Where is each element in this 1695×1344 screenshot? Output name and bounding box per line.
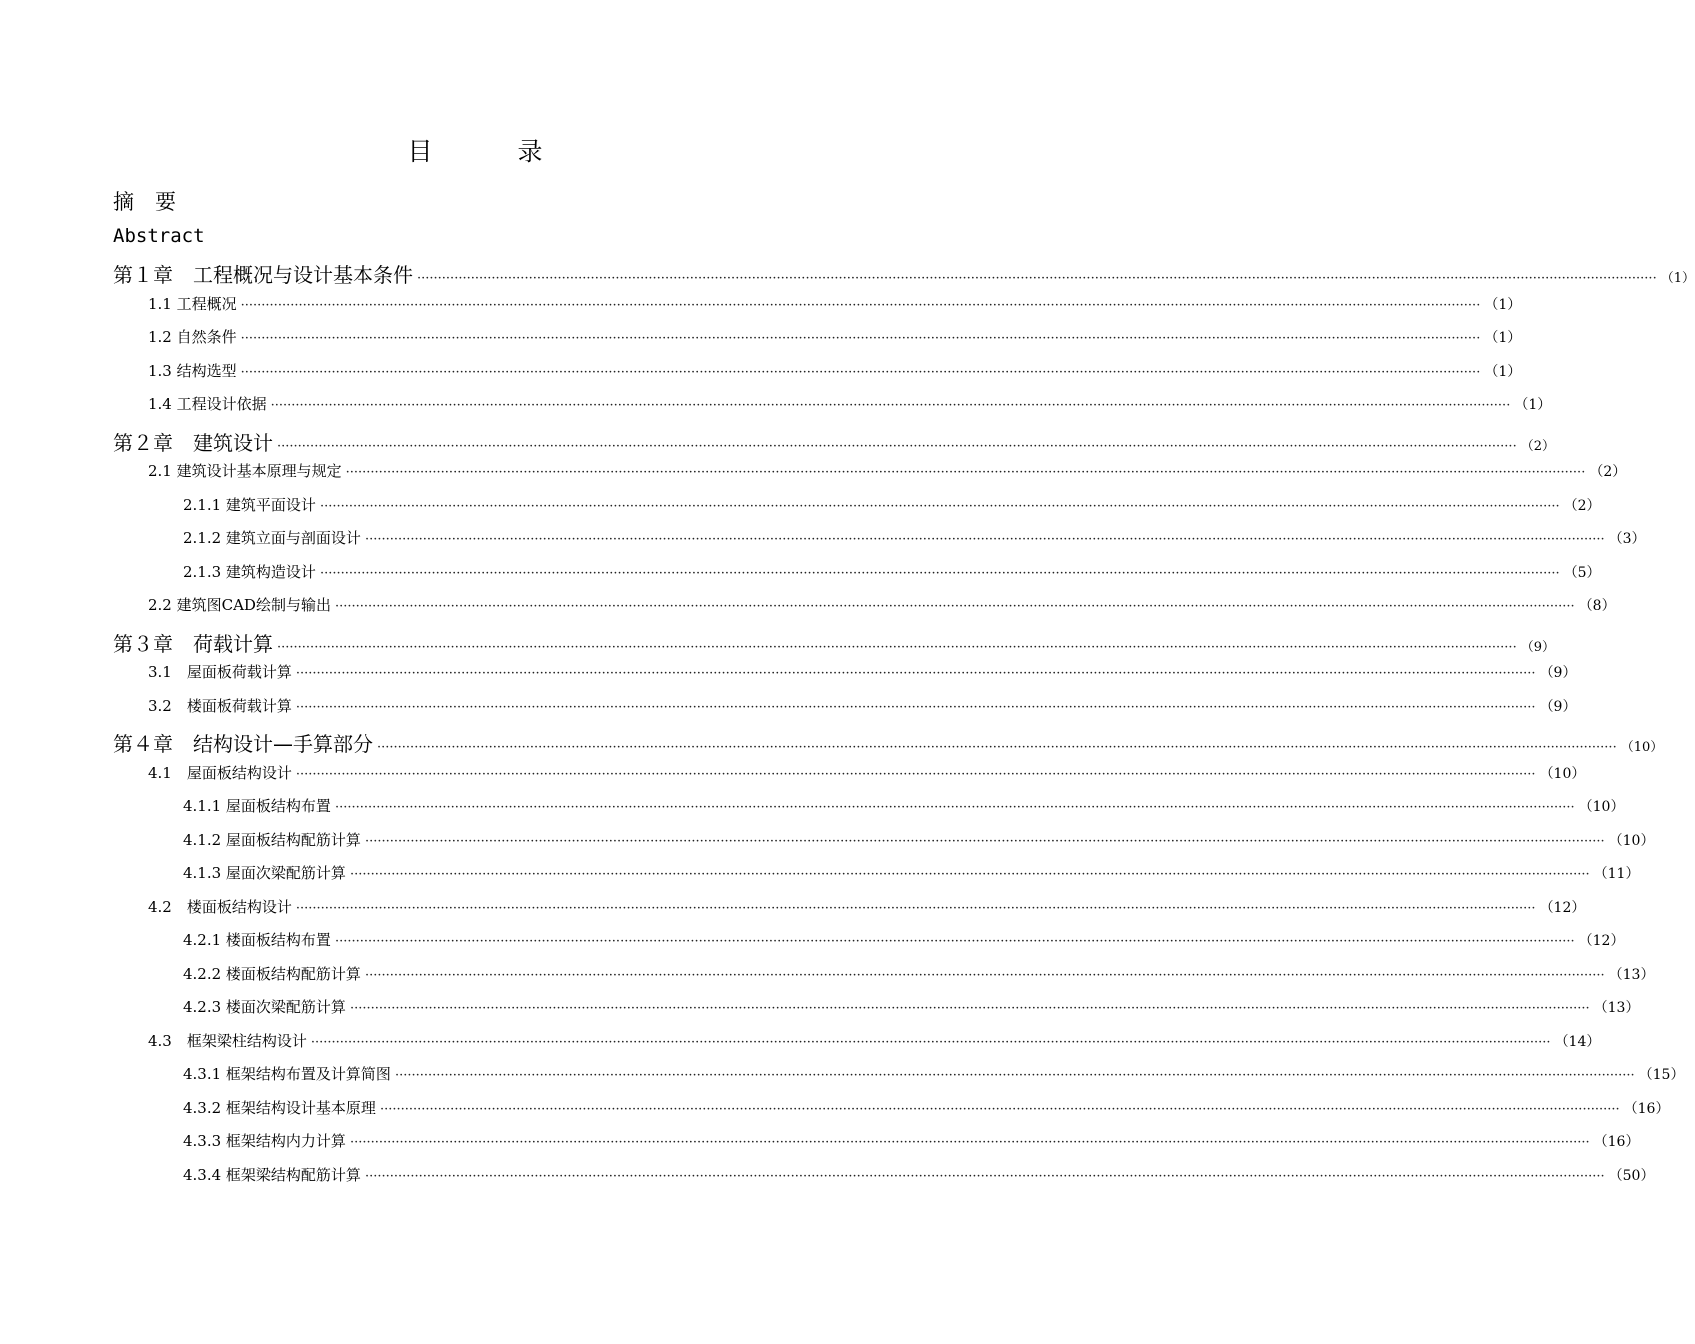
abstract-en-heading: Abstract xyxy=(113,225,205,247)
toc-leader-dots: ············································································································································································································································································································ xyxy=(349,1135,1590,1150)
toc-entry-label: 2.1.1 建筑平面设计 xyxy=(183,495,316,514)
toc-entry[interactable] xyxy=(148,393,1552,414)
toc-entry-label: 4.2.3 楼面次梁配筋计算 xyxy=(183,998,346,1016)
toc-leader-dots: ············································································································································································································································································································ xyxy=(334,934,1575,949)
toc-leader-dots: ············································································································································································································································································································ xyxy=(334,599,1575,614)
toc-entry-page: （12） xyxy=(1578,933,1625,949)
toc-entry-page: （1） xyxy=(1514,397,1552,413)
toc-entry[interactable] xyxy=(148,762,1586,783)
toc-entry[interactable] xyxy=(183,1097,1670,1118)
toc-leader-dots: ············································································································································································································································································································ xyxy=(240,364,1481,380)
toc-leader-dots: ············································································································································································································································································································ xyxy=(277,438,1517,454)
toc-leader-dots: ············································································································································································································································································································ xyxy=(319,565,1560,581)
toc-entry[interactable] xyxy=(148,594,1616,615)
toc-leader-dots: ············································································································································································································································································································ xyxy=(295,766,1536,782)
toc-entry-label: 1.3 结构选型 xyxy=(148,361,237,380)
toc-leader-dots: ············································································································································································································································································································ xyxy=(295,666,1536,681)
toc-leader-dots: ············································································································································································································································································································ xyxy=(379,1101,1620,1117)
toc-entry-page: （13） xyxy=(1608,966,1655,983)
toc-entry-page: （9） xyxy=(1539,698,1577,715)
toc-leader-dots: ············································································································································································································································································································ xyxy=(364,967,1605,983)
toc-entry-label: 4.2 楼面板结构设计 xyxy=(148,897,292,916)
toc-entry-label: 4.3.3 框架结构内力计算 xyxy=(183,1132,346,1150)
toc-leader-dots: ············································································································································································································································································································ xyxy=(349,867,1590,882)
toc-leader-dots: ············································································································································································································································································································ xyxy=(295,900,1536,916)
toc-entry-page: （10） xyxy=(1608,832,1655,849)
toc-entry-page: （3） xyxy=(1608,531,1646,547)
toc-entry-page: （16） xyxy=(1593,1134,1640,1150)
toc-leader-dots: ············································································································································································································································································································ xyxy=(364,1168,1605,1184)
toc-entry-page: （10） xyxy=(1539,765,1586,782)
toc-entry-label: 第２章 建筑设计 xyxy=(113,430,273,455)
toc-entry[interactable] xyxy=(148,896,1586,917)
toc-entry-page: （12） xyxy=(1539,899,1586,916)
toc-entry-label: 1.1 工程概况 xyxy=(148,294,237,313)
toc-entry-page: （50） xyxy=(1608,1167,1655,1184)
toc-leader-dots: ············································································································································································································································································································ xyxy=(394,1068,1635,1083)
toc-leader-dots: ············································································································································································································································································································ xyxy=(417,271,1657,286)
toc-entry-page: （10） xyxy=(1578,799,1625,815)
toc-entry-label: 4.3 框架梁柱结构设计 xyxy=(148,1031,307,1050)
toc-entry[interactable] xyxy=(183,829,1655,850)
toc-entry-page: （14） xyxy=(1554,1033,1601,1050)
toc-entry[interactable] xyxy=(183,527,1646,548)
toc-entry-page: （15） xyxy=(1638,1067,1685,1083)
toc-entry[interactable] xyxy=(113,259,1695,288)
toc-leader-dots: ············································································································································································································································································································ xyxy=(240,297,1481,313)
toc-entry[interactable] xyxy=(148,460,1627,481)
toc-entry-page: （11） xyxy=(1593,866,1640,882)
toc-entry[interactable] xyxy=(183,1063,1685,1084)
toc-entry-page: （1） xyxy=(1484,296,1522,313)
toc-entry[interactable] xyxy=(183,862,1640,883)
toc-entry-page: （8） xyxy=(1578,598,1616,614)
toc-leader-dots: ············································································································································································································································································································ xyxy=(349,1001,1590,1016)
toc-entry-page: （1） xyxy=(1660,271,1695,286)
toc-entry-label: 第４章 结构设计—手算部分 xyxy=(113,732,373,756)
toc-entry[interactable] xyxy=(148,695,1577,716)
toc-entry[interactable] xyxy=(183,963,1655,984)
page-title: 目 录 xyxy=(407,137,573,166)
toc-leader-dots: ············································································································································································································································································································ xyxy=(345,465,1586,480)
toc-entry[interactable] xyxy=(183,795,1625,816)
toc-entry[interactable] xyxy=(113,427,1555,456)
toc-entry[interactable] xyxy=(183,561,1601,582)
toc-entry-label: 3.2 楼面板荷载计算 xyxy=(148,696,292,715)
toc-entry[interactable] xyxy=(183,1164,1655,1185)
abstract-cn-heading: 摘 要 xyxy=(113,190,176,214)
toc-entry-label: 4.3.2 框架结构设计基本原理 xyxy=(183,1098,376,1117)
toc-entry-page: （2） xyxy=(1563,497,1601,514)
toc-entry[interactable] xyxy=(148,293,1522,314)
toc-leader-dots: ············································································································································································································································································································ xyxy=(240,331,1481,346)
toc-entry[interactable] xyxy=(183,929,1625,950)
toc-entry-label: 4.1.2 屋面板结构配筋计算 xyxy=(183,830,361,849)
toc-entry-page: （1） xyxy=(1484,363,1522,380)
toc-entry-page: （2） xyxy=(1520,438,1555,454)
toc-entry-label: 第３章 荷载计算 xyxy=(113,631,273,656)
toc-entry-label: 2.2 建筑图CAD绘制与输出 xyxy=(148,596,331,614)
toc-entry-page: （2） xyxy=(1589,464,1627,480)
toc-entry-label: 4.1.1 屋面板结构布置 xyxy=(183,797,331,815)
toc-entry-label: 2.1.3 建筑构造设计 xyxy=(183,562,316,581)
toc-entry[interactable] xyxy=(183,996,1640,1017)
toc-leader-dots: ············································································································································································································································································································ xyxy=(277,639,1517,655)
toc-entry[interactable] xyxy=(113,628,1555,657)
toc-entry-label: 1.2 自然条件 xyxy=(148,328,237,346)
toc-entry[interactable] xyxy=(148,326,1522,347)
toc-entry-label: 2.1.2 建筑立面与剖面设计 xyxy=(183,529,361,547)
toc-entry-label: 4.1.3 屋面次梁配筋计算 xyxy=(183,864,346,882)
toc-entry[interactable] xyxy=(148,661,1577,682)
toc-leader-dots: ············································································································································································································································································································ xyxy=(364,833,1605,849)
toc-leader-dots: ············································································································································································································································································································ xyxy=(334,800,1575,815)
toc-entry-page: （13） xyxy=(1593,1000,1640,1016)
toc-entry[interactable] xyxy=(148,360,1522,381)
toc-entry-label: 4.2.2 楼面板结构配筋计算 xyxy=(183,964,361,983)
toc-entry-page: （10） xyxy=(1620,740,1664,755)
toc-entry[interactable] xyxy=(148,1030,1601,1051)
toc-entry[interactable] xyxy=(183,1130,1640,1151)
toc-entry-page: （16） xyxy=(1623,1100,1670,1117)
toc-entry-label: 4.2.1 楼面板结构布置 xyxy=(183,931,331,949)
toc-entry-page: （1） xyxy=(1484,330,1522,346)
toc-leader-dots: ············································································································································································································································································································ xyxy=(319,498,1560,514)
toc-entry[interactable] xyxy=(183,494,1601,515)
toc-entry-page: （5） xyxy=(1563,564,1601,581)
toc-leader-dots: ············································································································································································································································································································ xyxy=(295,699,1536,715)
toc-entry[interactable] xyxy=(113,728,1664,757)
toc-leader-dots: ············································································································································································································································································································ xyxy=(364,532,1605,547)
toc-entry-page: （9） xyxy=(1520,639,1555,655)
toc-leader-dots: ············································································································································································································································································································ xyxy=(270,398,1511,413)
toc-entry-page: （9） xyxy=(1539,665,1577,681)
toc-entry-label: 4.1 屋面板结构设计 xyxy=(148,763,292,782)
toc-leader-dots: ············································································································································································································································································································ xyxy=(377,740,1617,755)
toc-entry-label: 第１章 工程概况与设计基本条件 xyxy=(113,263,413,287)
toc-entry-label: 4.3.4 框架梁结构配筋计算 xyxy=(183,1165,361,1184)
toc-entry-label: 4.3.1 框架结构布置及计算简图 xyxy=(183,1065,391,1083)
toc-leader-dots: ············································································································································································································································································································ xyxy=(310,1034,1551,1050)
toc-entry-label: 2.1 建筑设计基本原理与规定 xyxy=(148,462,342,480)
toc-entry-label: 3.1 屋面板荷载计算 xyxy=(148,663,292,681)
toc-entry-label: 1.4 工程设计依据 xyxy=(148,395,267,413)
